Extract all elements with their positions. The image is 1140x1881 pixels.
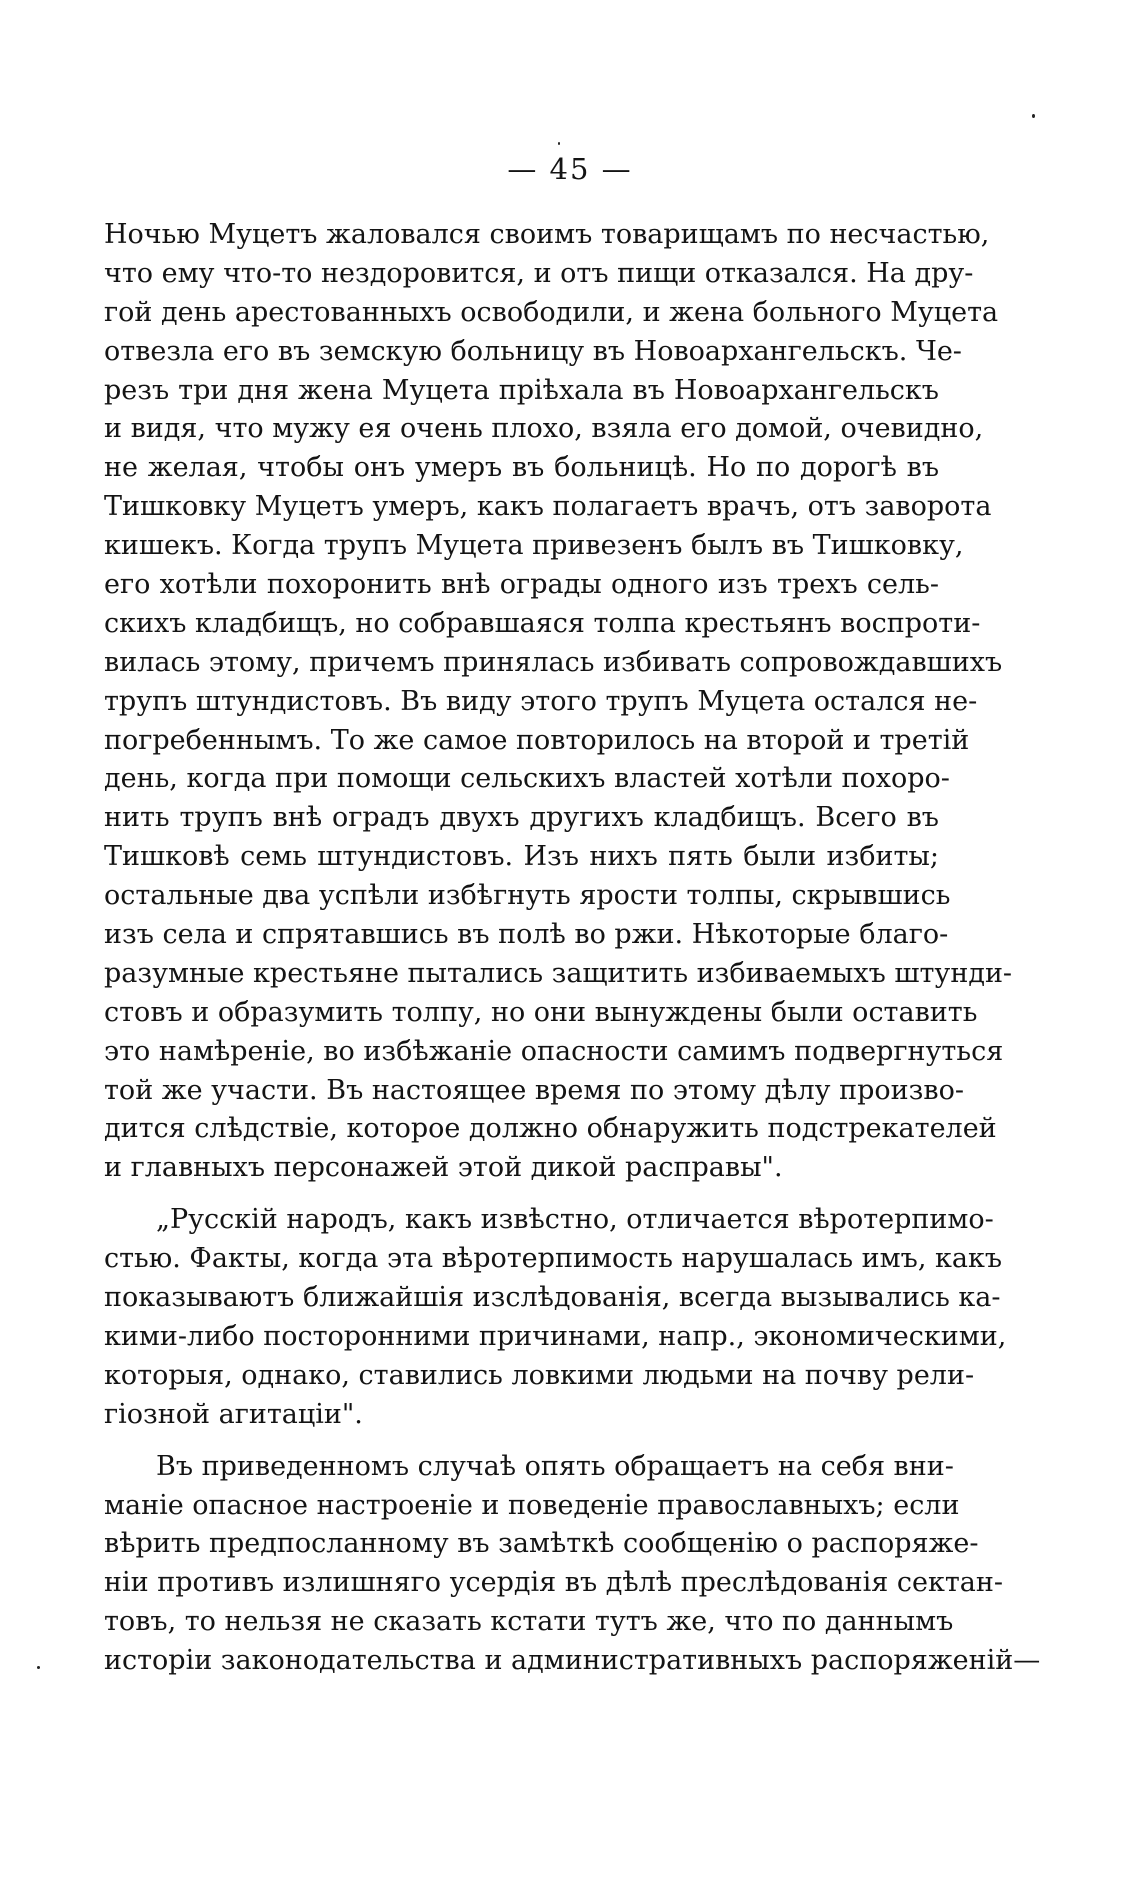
text-line: гіозной агитаціи". xyxy=(104,1398,363,1430)
text-line: вѣрить предпосланному въ замѣткѣ сообщенію о распоряже- xyxy=(104,1528,979,1560)
text-line: Ночью Муцетъ жаловался своимъ товарищамъ по несчастью, xyxy=(104,219,990,250)
text-line: „Русскій народъ, какъ извѣстно, отличается вѣротерпимо- xyxy=(156,1204,994,1236)
text-line: которыя, однако, ставились ловкими людьми на почву рели- xyxy=(104,1359,975,1391)
text-line: ніи противъ излишняго усердія въ дѣлѣ преслѣдованія сектан- xyxy=(104,1567,1004,1599)
text-line: погребеннымъ. То же самое повторилось на второй и третій xyxy=(104,724,970,756)
text-line: остальные два успѣли избѣгнуть ярости толпы, скрывшись xyxy=(104,880,951,912)
text-line: исторіи законодательства и административныхъ распоряженій— xyxy=(104,1645,1041,1677)
text-line: той же участи. Въ настоящее время по этому дѣлу произво- xyxy=(104,1074,964,1106)
page-number: — 45 — xyxy=(507,152,633,186)
paragraph-3 xyxy=(104,1448,1041,1681)
text-line: скихъ кладбищъ, но собравшаяся толпа крестьянъ воспроти- xyxy=(104,607,981,639)
text-line: вилась этому, причемъ принялась избивать сопровождавшихъ xyxy=(104,646,1003,678)
scan-speck xyxy=(37,1666,40,1669)
text-line: Тишковку Муцетъ умеръ, какъ полагаетъ врачъ, отъ заворота xyxy=(104,491,992,523)
text-line: отвезла его въ земскую больницу въ Новоархангельскъ. Че- xyxy=(104,335,962,367)
text-line: его хотѣли похоронить внѣ ограды одного изъ трехъ сель- xyxy=(104,569,939,601)
text-line: что ему что-то нездоровится, и отъ пищи отказался. На дру- xyxy=(104,257,974,289)
paragraph-gap xyxy=(104,1188,939,1201)
text-line: кими-либо посторонними причинами, напр., экономическими, xyxy=(104,1320,1007,1352)
text-line: показываютъ ближайшія изслѣдованія, всегда вызывались ка- xyxy=(104,1282,1001,1314)
text-line: и главныхъ персонажей этой дикой расправы". xyxy=(104,1152,783,1184)
text-line: кишекъ. Когда трупъ Муцета привезенъ былъ въ Тишковку, xyxy=(104,530,964,562)
text-line: изъ села и спрятавшись въ полѣ во ржи. Нѣкоторые благо- xyxy=(104,919,949,951)
scan-speck xyxy=(1032,114,1035,118)
text-line: гой день арестованныхъ освободили, и жена больного Муцета xyxy=(104,296,999,328)
text-line: нить трупъ внѣ оградъ двухъ другихъ кладбищъ. Всего въ xyxy=(104,802,939,834)
text-line: маніе опасное настроеніе и поведеніе православныхъ; если xyxy=(104,1489,960,1521)
text-line: стью. Факты, когда эта вѣротерпимость нарушалась имъ, какъ xyxy=(104,1243,1003,1275)
text-line: это намѣреніе, во избѣжаніе опасности самимъ подвергнуться xyxy=(104,1035,1004,1067)
text-line: дится слѣдствіе, которое должно обнаружить подстрекателей xyxy=(104,1113,997,1145)
text-line: резъ три дня жена Муцета пріѣхала въ Новоархангельскъ xyxy=(104,374,939,406)
paragraph-gap xyxy=(104,1435,939,1448)
text-line: стовъ и образумить толпу, но они вынуждены были оставить xyxy=(104,996,978,1028)
text-line: не желая, чтобы онъ умеръ въ больницѣ. Но по дорогѣ въ xyxy=(104,452,939,484)
text-line: Въ приведенномъ случаѣ опять обращаетъ на себя вни- xyxy=(156,1450,954,1482)
paragraph-2 xyxy=(104,1201,1007,1434)
text-line: трупъ штундистовъ. Въ виду этого трупъ Муцета остался не- xyxy=(104,685,978,717)
text-line: Тишковѣ семь штундистовъ. Изъ нихъ пять были избиты; xyxy=(104,841,939,873)
body-text xyxy=(104,216,1041,1681)
scan-speck xyxy=(558,142,560,145)
paragraph-1 xyxy=(104,216,1013,1188)
text-line: и видя, что мужу ея очень плохо, взяла его домой, очевидно, xyxy=(104,413,984,445)
text-line: день, когда при помощи сельскихъ властей хотѣли похоро- xyxy=(104,763,950,795)
text-line: товъ, то нельзя не сказать кстати тутъ же, что по даннымъ xyxy=(104,1606,954,1638)
text-line: разумные крестьяне пытались защитить избиваемыхъ штунди- xyxy=(104,957,1013,989)
